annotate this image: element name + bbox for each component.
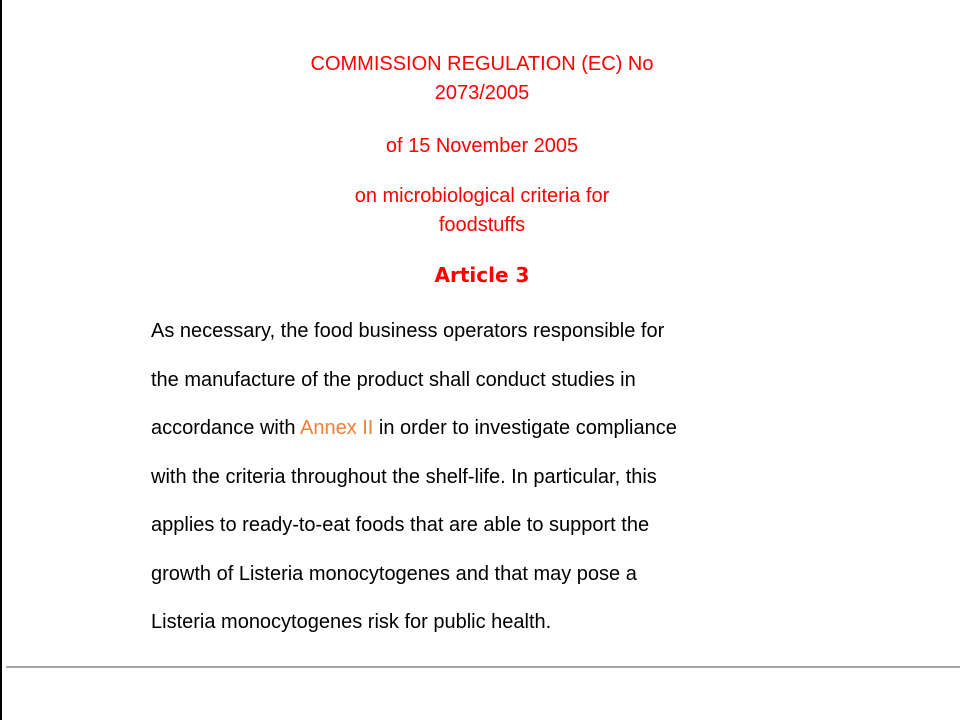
footer-divider bbox=[6, 666, 960, 668]
article-body-line bbox=[151, 404, 871, 453]
regulation-subject-line2: foodstuffs bbox=[438, 214, 526, 236]
regulation-subject-line1: on microbiological criteria for bbox=[354, 185, 610, 207]
article-body-text: in order to investigate compliance bbox=[373, 417, 677, 439]
regulation-date: of 15 November 2005 bbox=[385, 135, 579, 157]
article-body-line: growth of Listeria monocytogenes and that may pose a bbox=[151, 562, 637, 585]
article-body-line: the manufacture of the product shall conduct studies in bbox=[151, 368, 636, 391]
article-body-line: As necessary, the food business operators responsible for bbox=[151, 320, 665, 342]
annex-ii-link[interactable]: Annex II bbox=[299, 417, 374, 439]
regulation-title-line1: COMMISSION REGULATION (EC) No bbox=[310, 53, 654, 75]
article-body bbox=[151, 307, 871, 647]
regulation-subject bbox=[2, 182, 960, 240]
article-heading: Article 3 bbox=[434, 263, 530, 287]
regulation-title bbox=[2, 50, 960, 108]
regulation-title-line2: 2073/2005 bbox=[434, 82, 530, 104]
article-body-text: accordance with bbox=[151, 417, 300, 439]
article-body-line: with the criteria throughout the shelf-life. In particular, this bbox=[151, 465, 657, 488]
article-body-line: applies to ready-to-eat foods that are able to support the bbox=[151, 514, 650, 536]
article-body-line: Listeria monocytogenes risk for public health. bbox=[151, 611, 552, 633]
